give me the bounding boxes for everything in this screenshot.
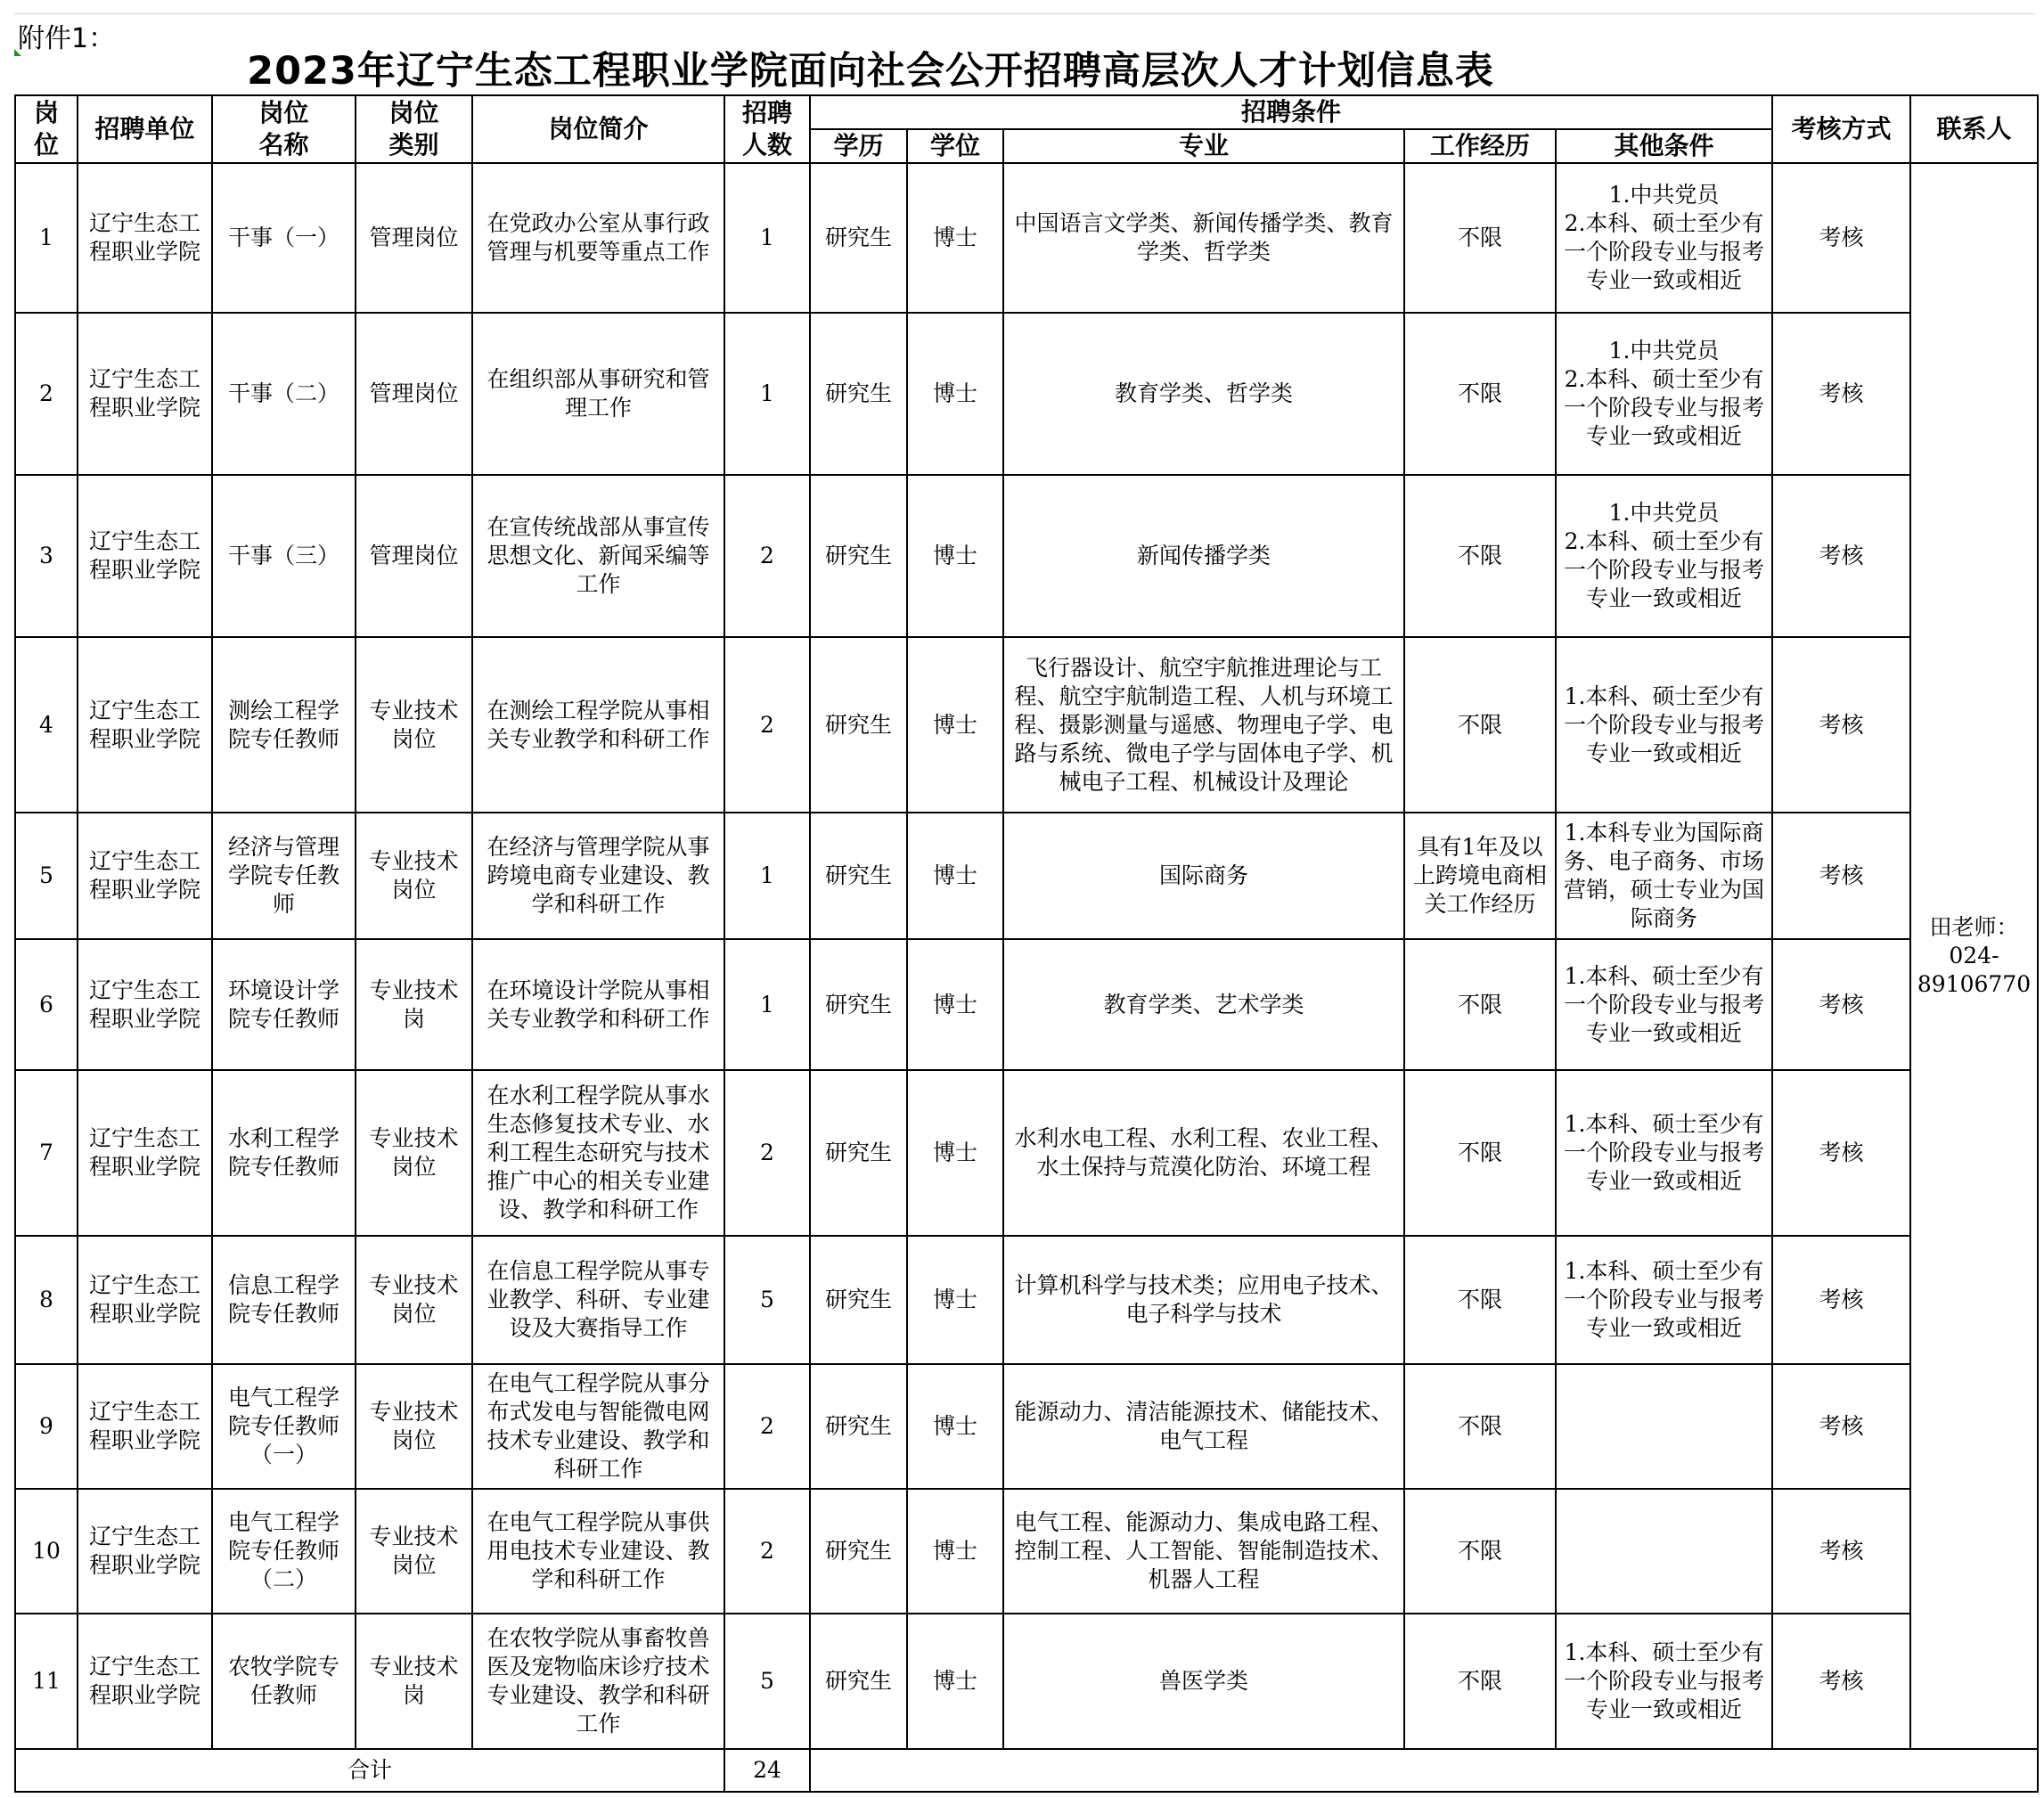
row-post-type: 专业技术岗位 <box>356 813 472 939</box>
row-other: 1.本科专业为国际商务、电子商务、市场营销，硕士专业为国际商务 <box>1556 813 1772 939</box>
row-unit: 辽宁生态工程职业学院 <box>78 1364 212 1489</box>
row-post-name: 信息工程学院专任教师 <box>212 1236 356 1364</box>
header-no <box>15 95 78 163</box>
row-assessment: 考核 <box>1772 1364 1910 1489</box>
row-unit: 辽宁生态工程职业学院 <box>78 1070 212 1236</box>
row-intro: 在宣传统战部从事宣传思想文化、新闻采编等工作 <box>472 475 724 637</box>
row-assessment: 考核 <box>1772 313 1910 475</box>
row-other: 1.本科、硕士至少有一个阶段专业与报考专业一致或相近 <box>1556 939 1772 1070</box>
row-education: 研究生 <box>810 637 907 813</box>
row-degree: 博士 <box>907 1489 1003 1614</box>
row-unit: 辽宁生态工程职业学院 <box>78 475 212 637</box>
header-major: 专业 <box>1003 129 1404 163</box>
total-label: 合计 <box>15 1749 724 1792</box>
row-count: 5 <box>724 1614 810 1749</box>
row-post-type: 专业技术岗位 <box>356 637 472 813</box>
row-education: 研究生 <box>810 1070 907 1236</box>
row-other: 1.本科、硕士至少有一个阶段专业与报考专业一致或相近 <box>1556 637 1772 813</box>
row-major: 新闻传播学类 <box>1003 475 1404 637</box>
row-degree: 博士 <box>907 163 1003 313</box>
row-education: 研究生 <box>810 475 907 637</box>
row-degree: 博士 <box>907 313 1003 475</box>
row-experience: 不限 <box>1404 637 1556 813</box>
row-post-name: 电气工程学院专任教师（二） <box>212 1489 356 1614</box>
row-post-name: 干事（二） <box>212 313 356 475</box>
row-experience: 不限 <box>1404 1070 1556 1236</box>
row-post-name: 农牧学院专任教师 <box>212 1614 356 1749</box>
row-count: 1 <box>724 313 810 475</box>
table-row <box>15 1236 2038 1364</box>
header-intro: 岗位简介 <box>472 95 724 163</box>
header-education: 学历 <box>810 129 907 163</box>
header-conditions: 招聘条件 <box>810 95 1772 129</box>
row-major: 飞行器设计、航空宇航推进理论与工程、航空宇航制造工程、人机与环境工程、摄影测量与遥感、物理电子学、电路与系统、微电子学与固体电子学、机械电子工程、机械设计及理论 <box>1003 637 1404 813</box>
row-number: 10 <box>15 1489 78 1614</box>
recruitment-table <box>14 94 2039 1793</box>
header-assessment: 考核方式 <box>1772 95 1910 163</box>
row-unit: 辽宁生态工程职业学院 <box>78 1489 212 1614</box>
header-post-name <box>212 95 356 163</box>
row-degree: 博士 <box>907 1614 1003 1749</box>
row-count: 5 <box>724 1236 810 1364</box>
row-post-type: 专业技术岗位 <box>356 1070 472 1236</box>
row-post-type: 专业技术岗位 <box>356 1364 472 1489</box>
header-post-type <box>356 95 472 163</box>
attachment-label: 附件1： <box>18 23 116 54</box>
row-education: 研究生 <box>810 1236 907 1364</box>
row-number: 9 <box>15 1364 78 1489</box>
table-row <box>15 1364 2038 1489</box>
row-education: 研究生 <box>810 313 907 475</box>
table-row <box>15 813 2038 939</box>
row-assessment: 考核 <box>1772 939 1910 1070</box>
row-education: 研究生 <box>810 813 907 939</box>
row-experience: 不限 <box>1404 475 1556 637</box>
row-intro: 在组织部从事研究和管理工作 <box>472 313 724 475</box>
row-other: 1.本科、硕士至少有一个阶段专业与报考专业一致或相近 <box>1556 1614 1772 1749</box>
row-post-type: 专业技术岗位 <box>356 1236 472 1364</box>
total-row <box>15 1749 2038 1792</box>
header-degree: 学位 <box>907 129 1003 163</box>
row-post-name: 水利工程学院专任教师 <box>212 1070 356 1236</box>
row-unit: 辽宁生态工程职业学院 <box>78 813 212 939</box>
row-count: 2 <box>724 637 810 813</box>
row-unit: 辽宁生态工程职业学院 <box>78 1614 212 1749</box>
row-assessment: 考核 <box>1772 1489 1910 1614</box>
row-major: 教育学类、艺术学类 <box>1003 939 1404 1070</box>
row-major: 计算机科学与技术类；应用电子技术、电子科学与技术 <box>1003 1236 1404 1364</box>
row-number: 11 <box>15 1614 78 1749</box>
row-number: 8 <box>15 1236 78 1364</box>
header-unit: 招聘单位 <box>78 95 212 163</box>
row-post-type: 管理岗位 <box>356 475 472 637</box>
row-other: 1.本科、硕士至少有一个阶段专业与报考专业一致或相近 <box>1556 1070 1772 1236</box>
row-unit: 辽宁生态工程职业学院 <box>78 313 212 475</box>
row-assessment: 考核 <box>1772 637 1910 813</box>
row-number: 5 <box>15 813 78 939</box>
row-degree: 博士 <box>907 939 1003 1070</box>
row-experience: 不限 <box>1404 1236 1556 1364</box>
row-education: 研究生 <box>810 1364 907 1489</box>
row-major: 教育学类、哲学类 <box>1003 313 1404 475</box>
row-assessment: 考核 <box>1772 1236 1910 1364</box>
table-row <box>15 163 2038 313</box>
row-post-name: 经济与管理学院专任教师 <box>212 813 356 939</box>
row-count: 2 <box>724 1070 810 1236</box>
row-number: 6 <box>15 939 78 1070</box>
row-major: 兽医学类 <box>1003 1614 1404 1749</box>
row-other <box>1556 1489 1772 1614</box>
row-intro: 在测绘工程学院从事相关专业教学和科研工作 <box>472 637 724 813</box>
row-post-name: 干事（一） <box>212 163 356 313</box>
row-intro: 在电气工程学院从事供用电技术专业建设、教学和科研工作 <box>472 1489 724 1614</box>
header-count-text: 招聘 人数 <box>741 98 792 159</box>
row-intro: 在党政办公室从事行政管理与机要等重点工作 <box>472 163 724 313</box>
row-count: 1 <box>724 163 810 313</box>
row-assessment: 考核 <box>1772 163 1910 313</box>
row-count: 2 <box>724 1489 810 1614</box>
row-education: 研究生 <box>810 163 907 313</box>
row-experience: 不限 <box>1404 1364 1556 1489</box>
row-degree: 博士 <box>907 813 1003 939</box>
header-count <box>724 95 810 163</box>
row-count: 2 <box>724 475 810 637</box>
row-unit: 辽宁生态工程职业学院 <box>78 1236 212 1364</box>
row-experience: 不限 <box>1404 163 1556 313</box>
row-count: 1 <box>724 939 810 1070</box>
row-post-type: 专业技术岗 <box>356 939 472 1070</box>
header-contact: 联系人 <box>1910 95 2038 163</box>
row-intro: 在环境设计学院从事相关专业教学和科研工作 <box>472 939 724 1070</box>
row-other: 1.中共党员 2.本科、硕士至少有一个阶段专业与报考专业一致或相近 <box>1556 475 1772 637</box>
row-major: 电气工程、能源动力、集成电路工程、控制工程、人工智能、智能制造技术、机器人工程 <box>1003 1489 1404 1614</box>
row-post-type: 管理岗位 <box>356 163 472 313</box>
row-post-name: 电气工程学院专任教师（一） <box>212 1364 356 1489</box>
row-post-name: 环境设计学院专任教师 <box>212 939 356 1070</box>
row-post-name: 干事（三） <box>212 475 356 637</box>
row-number: 4 <box>15 637 78 813</box>
row-number: 2 <box>15 313 78 475</box>
row-experience: 不限 <box>1404 1489 1556 1614</box>
row-degree: 博士 <box>907 475 1003 637</box>
row-education: 研究生 <box>810 1489 907 1614</box>
table-row <box>15 475 2038 637</box>
row-number: 7 <box>15 1070 78 1236</box>
row-unit: 辽宁生态工程职业学院 <box>78 163 212 313</box>
row-degree: 博士 <box>907 637 1003 813</box>
total-blank <box>810 1749 2038 1792</box>
row-post-type: 专业技术岗位 <box>356 1489 472 1614</box>
row-other <box>1556 1364 1772 1489</box>
row-other: 1.中共党员 2.本科、硕士至少有一个阶段专业与报考专业一致或相近 <box>1556 313 1772 475</box>
row-intro: 在水利工程学院从事水生态修复技术专业、水利工程生态研究与技术推广中心的相关专业建设、教学和科研工作 <box>472 1070 724 1236</box>
table-row <box>15 939 2038 1070</box>
table-row <box>15 637 2038 813</box>
table-row <box>15 313 2038 475</box>
row-number: 3 <box>15 475 78 637</box>
table-row <box>15 1070 2038 1236</box>
sheet-top-rule <box>14 13 2035 14</box>
row-post-type: 专业技术岗 <box>356 1614 472 1749</box>
row-intro: 在经济与管理学院从事跨境电商专业建设、教学和科研工作 <box>472 813 724 939</box>
contact-cell: 田老师：024-89106770 <box>1910 163 2038 1749</box>
row-education: 研究生 <box>810 1614 907 1749</box>
row-post-name: 测绘工程学院专任教师 <box>212 637 356 813</box>
row-major: 能源动力、清洁能源技术、储能技术、电气工程 <box>1003 1364 1404 1489</box>
row-assessment: 考核 <box>1772 1614 1910 1749</box>
row-intro: 在农牧学院从事畜牧兽医及宠物临床诊疗技术专业建设、教学和科研工作 <box>472 1614 724 1749</box>
row-experience: 不限 <box>1404 313 1556 475</box>
table-row <box>15 1614 2038 1749</box>
page-title <box>0 50 2044 93</box>
header-other: 其他条件 <box>1556 129 1772 163</box>
row-other: 1.本科、硕士至少有一个阶段专业与报考专业一致或相近 <box>1556 1236 1772 1364</box>
row-count: 1 <box>724 813 810 939</box>
header-post-type-text: 岗位 类别 <box>388 98 439 159</box>
page-title-text: 2023年辽宁生态工程职业学院面向社会公开招聘高层次人才计划信息表 <box>247 49 1494 94</box>
row-education: 研究生 <box>810 939 907 1070</box>
row-experience: 不限 <box>1404 1614 1556 1749</box>
row-assessment: 考核 <box>1772 813 1910 939</box>
total-value: 24 <box>724 1749 810 1792</box>
header-post-name-text: 岗位 名称 <box>258 98 309 159</box>
header-experience: 工作经历 <box>1404 129 1556 163</box>
table-row <box>15 1489 2038 1614</box>
row-count: 2 <box>724 1364 810 1489</box>
row-experience: 具有1年及以上跨境电商相关工作经历 <box>1404 813 1556 939</box>
row-unit: 辽宁生态工程职业学院 <box>78 637 212 813</box>
row-intro: 在信息工程学院从事专业教学、科研、专业建设及大赛指导工作 <box>472 1236 724 1364</box>
row-post-type: 管理岗位 <box>356 313 472 475</box>
row-unit: 辽宁生态工程职业学院 <box>78 939 212 1070</box>
row-major: 国际商务 <box>1003 813 1404 939</box>
row-experience: 不限 <box>1404 939 1556 1070</box>
row-assessment: 考核 <box>1772 1070 1910 1236</box>
header-no-text: 岗 位 <box>33 98 59 159</box>
row-assessment: 考核 <box>1772 475 1910 637</box>
row-degree: 博士 <box>907 1364 1003 1489</box>
row-degree: 博士 <box>907 1236 1003 1364</box>
row-other: 1.中共党员 2.本科、硕士至少有一个阶段专业与报考专业一致或相近 <box>1556 163 1772 313</box>
row-degree: 博士 <box>907 1070 1003 1236</box>
row-major: 水利水电工程、水利工程、农业工程、水土保持与荒漠化防治、环境工程 <box>1003 1070 1404 1236</box>
row-number: 1 <box>15 163 78 313</box>
row-intro: 在电气工程学院从事分布式发电与智能微电网技术专业建设、教学和科研工作 <box>472 1364 724 1489</box>
row-major: 中国语言文学类、新闻传播学类、教育学类、哲学类 <box>1003 163 1404 313</box>
